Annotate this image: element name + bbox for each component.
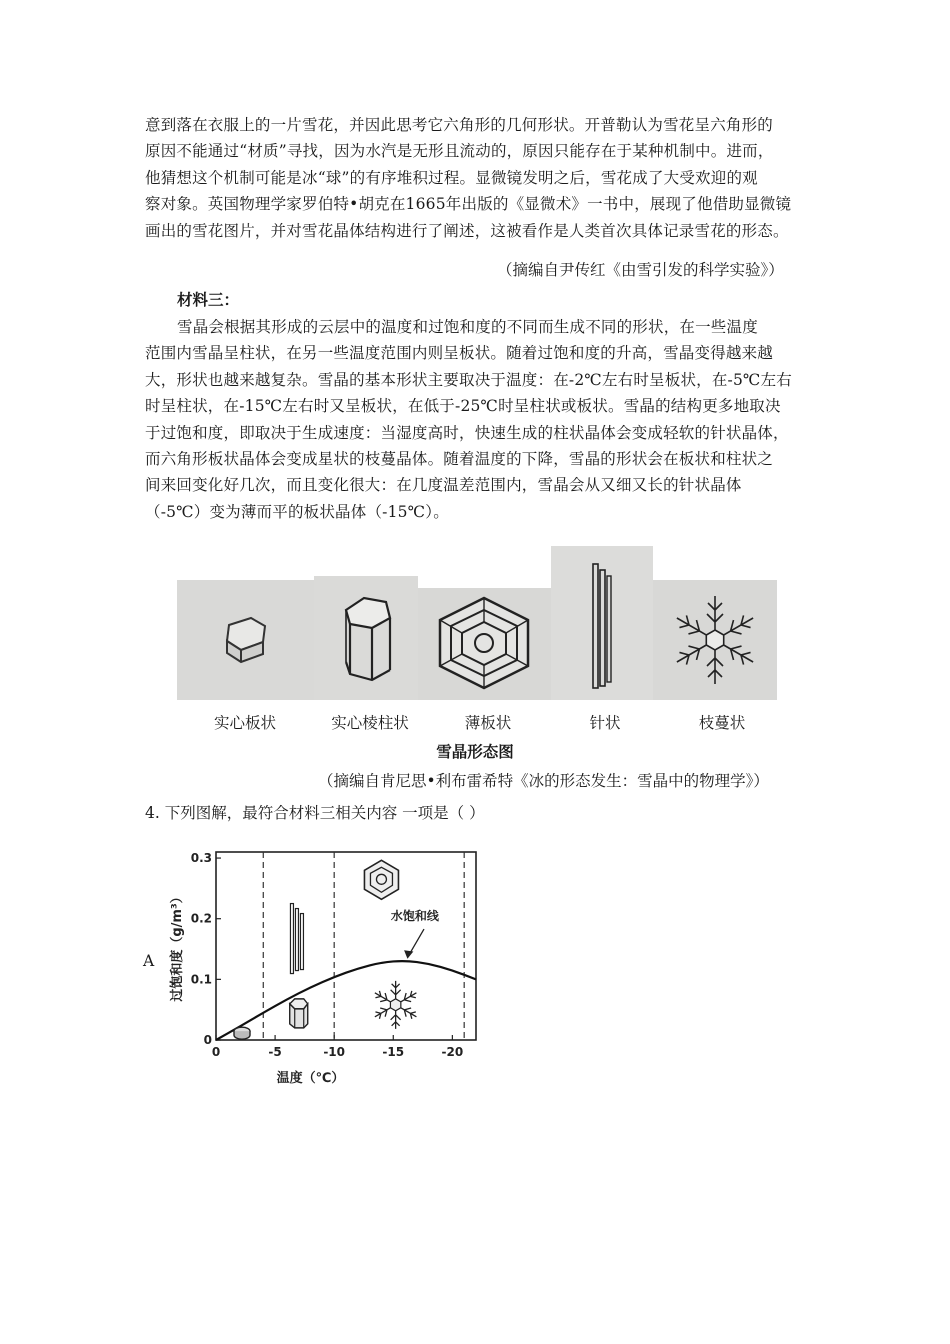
- passage-line: 范围内雪晶呈柱状，在另一些温度范围内则呈板状。随着过饱和度的升高，雪晶变得越来越: [145, 344, 774, 363]
- passage-line: 大，形状也越来越复杂。雪晶的基本形状主要取决于温度：在-2℃左右时呈板状，在-5℃左右: [145, 370, 792, 389]
- y-axis-label: 过饱和度（g/m³）: [170, 890, 185, 1002]
- option-a-label: A: [143, 952, 155, 970]
- passage-top: [145, 112, 805, 244]
- passage-line: 画出的雪花图片，并对雪花晶体结构进行了阐述，这被看作是人类首次具体记录雪花的形态。: [145, 221, 789, 240]
- passage-line: 意到落在衣服上的一片雪花，并因此思考它六角形的几何形状。开普勒认为雪花呈六角形的: [145, 116, 774, 134]
- plot-plate-icon: [234, 1027, 250, 1039]
- x-axis-label: 温度（℃）: [276, 1071, 345, 1086]
- thin-plate-crystal-icon: [418, 588, 551, 700]
- photo-solid-prism: [314, 576, 418, 700]
- photo-dendrite: [653, 580, 777, 700]
- citation-material3: （摘编自肯尼思•利布雷希特《冰的形态发生：雪晶中的物理学》）: [318, 772, 769, 790]
- caption-needle: 针状: [589, 714, 621, 732]
- figure-title: 雪晶形态图: [436, 743, 514, 761]
- material3-passage: [145, 314, 805, 525]
- y-tick-label: 0.2: [190, 911, 212, 926]
- y-tick-label: 0.1: [190, 972, 212, 987]
- material3-heading: 材料三：: [177, 291, 240, 309]
- passage-line: 时呈柱状，在-15℃左右时又呈板状，在低于-25℃时呈柱状或板状。雪晶的结构更多地取决: [145, 397, 781, 416]
- caption-solid-plate: 实心板状: [213, 714, 276, 732]
- plot-thin-plate-icon: [364, 860, 398, 899]
- dendrite-crystal-icon: [653, 580, 777, 700]
- x-tick-label: -15: [382, 1045, 405, 1059]
- annotation-arrow-head: [404, 950, 413, 958]
- passage-line: 于过饱和度，即取决于生成速度：当湿度高时，快速生成的柱状晶体会变成轻软的针状晶体，: [145, 423, 789, 442]
- passage-line: （-5℃）变为薄而平的板状晶体（-15℃）。: [145, 502, 449, 521]
- y-tick-label: 0: [203, 1033, 212, 1047]
- photo-solid-plate: [177, 580, 314, 700]
- needle-crystal-icon: [551, 546, 653, 700]
- passage-line: 原因不能通过“材质”寻找，因为水汽是无形且流动的，原因只能存在于某种机制中。进而，: [145, 142, 774, 161]
- photo-needle: [551, 546, 653, 700]
- x-tick-label: 0: [211, 1045, 221, 1059]
- supersaturation-chart: [163, 840, 493, 1090]
- x-tick-label: -5: [268, 1045, 282, 1059]
- citation-top: （摘编自尹传红《由雪引发的科学实验》）: [497, 261, 784, 279]
- solid-prism-crystal-icon: [314, 576, 418, 700]
- plot-needle-icon: [290, 904, 303, 974]
- y-tick-label: 0.3: [190, 851, 212, 866]
- passage-line: 他猜想这个机制可能是冰“球”的有序堆积过程。显微镜发明之后，雪花成了大受欢迎的观: [145, 168, 758, 187]
- plot-frame: [216, 852, 476, 1040]
- plot-dendrite-icon: [372, 981, 419, 1029]
- caption-thin-plate: 薄板状: [464, 714, 512, 732]
- saturation-line-label: 水饱和线: [390, 908, 439, 923]
- saturation-line: [216, 961, 476, 1040]
- passage-line: 察对象。英国物理学家罗伯特•胡克在1665年出版的《显微术》一书中，展现了他借助显微镜: [145, 195, 792, 214]
- plot-prism-icon: [290, 999, 308, 1028]
- passage-line: 间来回变化好几次，而且变化很大：在几度温差范围内，雪晶会从又细又长的针状晶体: [145, 476, 742, 495]
- question-4: 4. 下列图解，最符合材料三相关内容 一项是（ ）: [145, 804, 485, 822]
- caption-dendrite: 枝蔓状: [698, 714, 746, 732]
- x-tick-label: -20: [441, 1045, 464, 1059]
- passage-line: 雪晶会根据其形成的云层中的温度和过饱和度的不同而生成不同的形状，在一些温度: [177, 318, 758, 336]
- x-tick-label: -10: [323, 1045, 346, 1059]
- solid-plate-crystal-icon: [177, 580, 314, 700]
- passage-line: 而六角形板状晶体会变成星状的枝蔓晶体。随着温度的下降，雪晶的形状会在板状和柱状之: [145, 450, 774, 469]
- caption-solid-prism: 实心棱柱状: [331, 714, 409, 732]
- photo-thin-plate: [418, 588, 551, 700]
